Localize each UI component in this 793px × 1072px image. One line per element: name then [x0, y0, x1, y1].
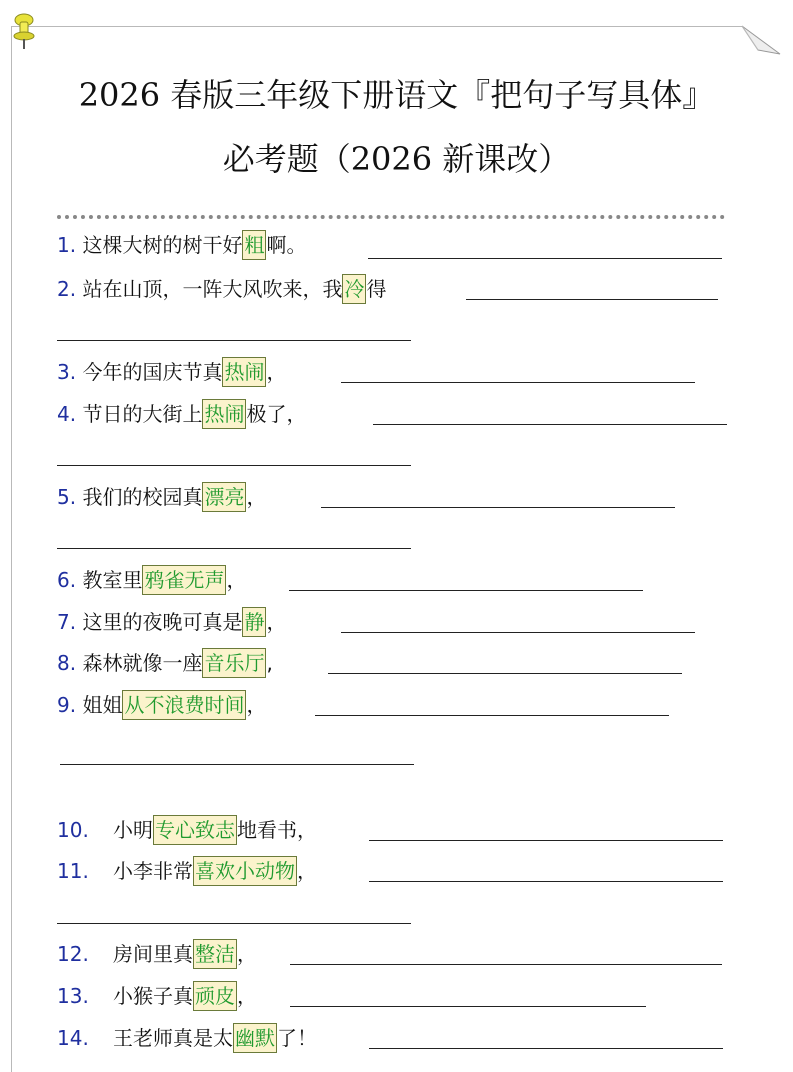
item-number: 6. [57, 568, 77, 592]
highlighted-word: 漂亮 [202, 482, 246, 512]
answer-line[interactable] [321, 507, 675, 508]
item-prompt: 站在山顶，一阵大风吹来，我 [82, 277, 343, 301]
highlighted-word: 顽皮 [193, 981, 237, 1011]
item-number: 4. [57, 402, 77, 426]
highlighted-word: 专心致志 [153, 815, 237, 845]
item-number: 7. [57, 610, 77, 634]
item-number: 3. [57, 360, 77, 384]
highlighted-word: 静 [242, 607, 266, 637]
highlighted-word: 从不浪费时间 [122, 690, 246, 720]
item-prompt: 小李非常 [113, 859, 193, 883]
item-number: 5. [57, 485, 77, 509]
highlighted-word: 幽默 [233, 1023, 277, 1053]
answer-line[interactable] [57, 465, 411, 466]
item-prompt: 今年的国庆节真 [82, 360, 223, 384]
item-number: 12. [57, 942, 89, 966]
answer-line[interactable] [60, 764, 414, 765]
answer-line[interactable] [341, 632, 695, 633]
answer-line[interactable] [57, 340, 411, 341]
answer-line[interactable] [57, 923, 411, 924]
item-prompt: 节日的大街上 [82, 402, 203, 426]
item-prompt: 小猴子真 [113, 984, 193, 1008]
item-prompt-end: 极了， [246, 402, 307, 426]
exercise-item [57, 688, 266, 722]
answer-line[interactable] [290, 1006, 646, 1007]
item-number: 2. [57, 277, 77, 301]
item-prompt-end: ， [246, 693, 267, 717]
push-pin-icon [12, 12, 36, 50]
answer-line[interactable] [328, 673, 682, 674]
highlighted-word: 热闹 [202, 399, 246, 429]
item-prompt-end: ， [246, 485, 267, 509]
dotted-divider [57, 215, 725, 219]
item-number: 11. [57, 859, 89, 883]
highlighted-word: 粗 [242, 230, 266, 260]
item-number: 1. [57, 233, 77, 257]
highlighted-word: 整洁 [193, 939, 237, 969]
exercise-item [57, 272, 386, 306]
item-prompt-end: ， [266, 610, 287, 634]
page-subtitle: 必考题（2026 新课改） [222, 140, 571, 178]
exercise-item [57, 1021, 317, 1055]
highlighted-word: 音乐厅 [202, 648, 266, 678]
item-prompt-end: 了！ [277, 1026, 317, 1050]
item-prompt-end: ， [226, 568, 247, 592]
page-border-left [11, 26, 12, 1072]
answer-line[interactable] [369, 840, 723, 841]
answer-line[interactable] [57, 548, 411, 549]
answer-line[interactable] [289, 590, 643, 591]
item-prompt: 这里的夜晚可真是 [82, 610, 243, 634]
highlighted-word: 喜欢小动物 [193, 856, 297, 886]
exercise-item [57, 480, 266, 514]
item-number: 8. [57, 651, 77, 675]
item-prompt: 森林就像一座 [82, 651, 203, 675]
item-prompt-end: 地看书， [237, 818, 317, 842]
answer-line[interactable] [315, 715, 669, 716]
item-prompt: 我们的校园真 [82, 485, 203, 509]
highlighted-word: 冷 [342, 274, 366, 304]
page-border-top [11, 26, 743, 27]
item-prompt: 房间里真 [113, 942, 193, 966]
answer-line[interactable] [341, 382, 695, 383]
answer-line[interactable] [369, 881, 723, 882]
item-prompt-end: ， [237, 984, 257, 1008]
page-curl-icon [740, 24, 784, 56]
answer-line[interactable] [368, 258, 722, 259]
answer-line[interactable] [290, 964, 722, 965]
highlighted-word: 热闹 [222, 357, 266, 387]
exercise-item [57, 854, 317, 888]
page-title: 2026 春版三年级下册语文『把句子写具体』 [78, 76, 715, 114]
item-prompt: 这棵大树的树干好 [82, 233, 243, 257]
item-number: 10. [57, 818, 89, 842]
answer-line[interactable] [373, 424, 727, 425]
exercise-item [57, 646, 273, 680]
item-prompt: 王老师真是太 [113, 1026, 233, 1050]
exercise-item [57, 563, 246, 597]
exercise-item [57, 397, 306, 431]
exercise-item [57, 228, 306, 262]
exercise-item [57, 813, 317, 847]
answer-line[interactable] [369, 1048, 723, 1049]
exercise-item [57, 979, 257, 1013]
exercise-item [57, 605, 286, 639]
exercise-item [57, 937, 257, 971]
item-prompt-end: 得 [366, 277, 387, 301]
item-prompt: 姐姐 [82, 693, 123, 717]
answer-line[interactable] [466, 299, 718, 300]
exercise-item [57, 355, 286, 389]
item-prompt: 小明 [113, 818, 153, 842]
item-prompt-end: ， [297, 859, 317, 883]
highlighted-word: 鸦雀无声 [142, 565, 226, 595]
item-prompt-end: , [266, 651, 273, 675]
item-number: 14. [57, 1026, 89, 1050]
item-prompt: 教室里 [82, 568, 143, 592]
item-prompt-end: 啊。 [266, 233, 307, 257]
item-number: 9. [57, 693, 77, 717]
item-number: 13. [57, 984, 89, 1008]
item-prompt-end: ， [266, 360, 287, 384]
item-prompt-end: ， [237, 942, 257, 966]
